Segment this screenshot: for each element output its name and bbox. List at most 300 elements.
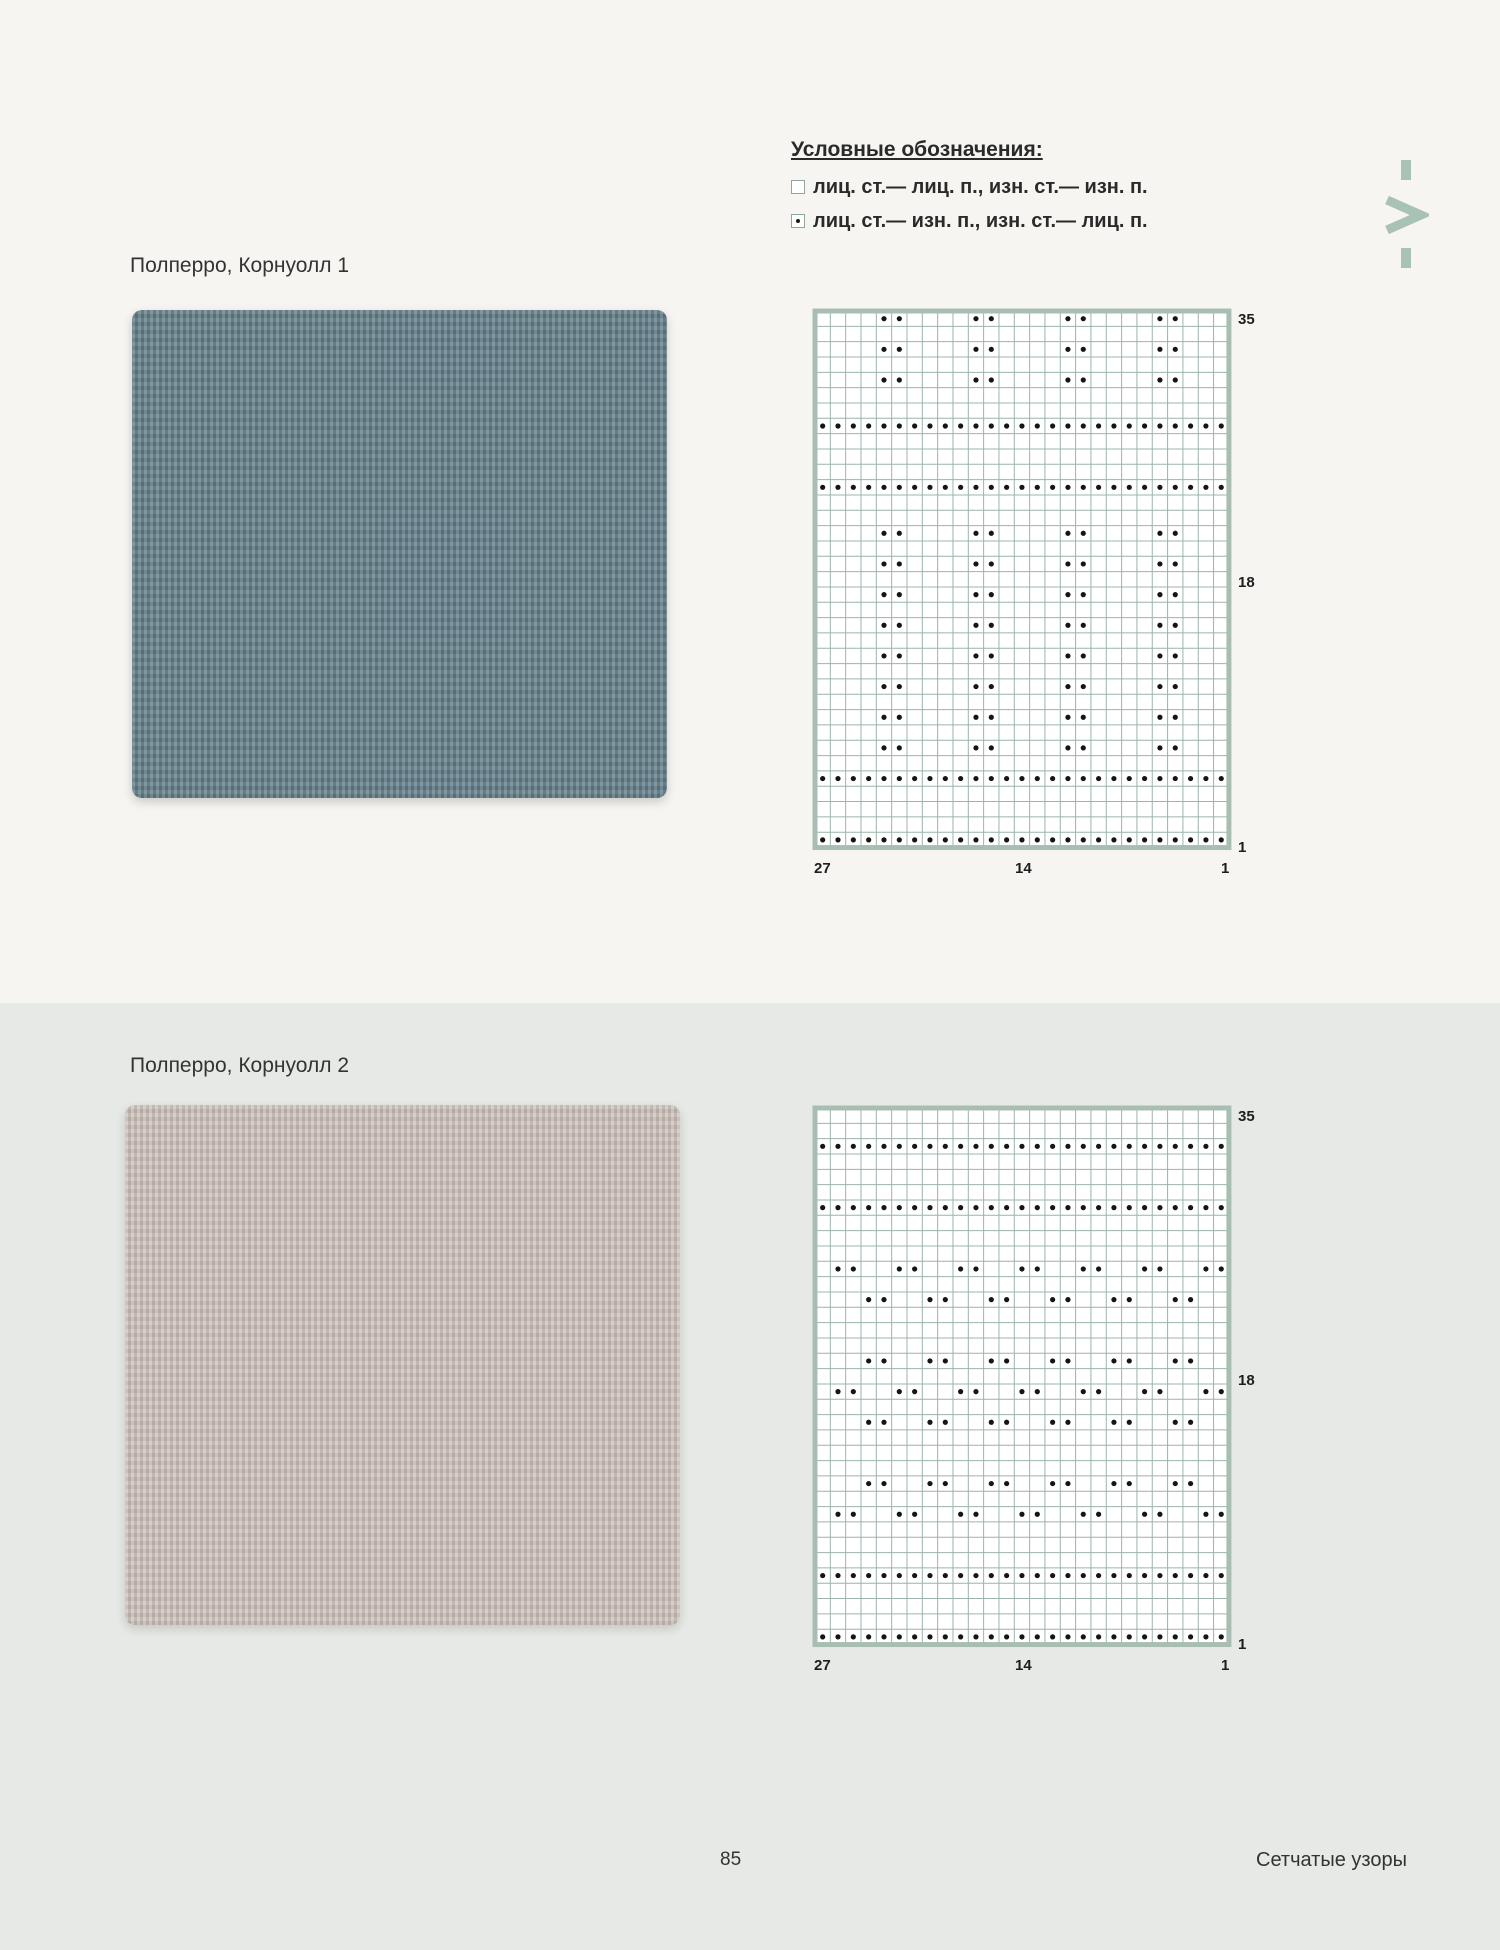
purl-stitch-dot — [989, 377, 994, 382]
purl-stitch-dot — [866, 1573, 871, 1578]
purl-stitch-dot — [820, 423, 825, 428]
purl-stitch-dot — [866, 1358, 871, 1363]
purl-stitch-dot — [973, 1266, 978, 1271]
purl-stitch-dot — [1111, 423, 1116, 428]
purl-stitch-dot — [866, 1634, 871, 1639]
purl-stitch-dot — [1065, 1297, 1070, 1302]
purl-stitch-dot — [989, 1634, 994, 1639]
purl-stitch-dot — [1019, 1389, 1024, 1394]
purl-stitch-dot — [943, 1481, 948, 1486]
purl-stitch-dot — [1173, 423, 1178, 428]
purl-stitch-dot — [866, 837, 871, 842]
purl-stitch-dot — [973, 485, 978, 490]
purl-stitch-dot — [1111, 776, 1116, 781]
purl-stitch-dot — [897, 316, 902, 321]
purl-stitch-dot — [1188, 485, 1193, 490]
purl-stitch-dot — [912, 1634, 917, 1639]
purl-stitch-dot — [973, 592, 978, 597]
purl-stitch-dot — [866, 1420, 871, 1425]
purl-stitch-dot — [851, 1266, 856, 1271]
purl-stitch-dot — [881, 837, 886, 842]
purl-stitch-dot — [1065, 1481, 1070, 1486]
purl-stitch-dot — [1157, 561, 1162, 566]
purl-stitch-dot — [1081, 1266, 1086, 1271]
purl-stitch-dot — [912, 1205, 917, 1210]
purl-stitch-dot — [973, 837, 978, 842]
purl-stitch-dot — [989, 485, 994, 490]
purl-stitch-dot — [1142, 485, 1147, 490]
purl-stitch-dot — [897, 347, 902, 352]
purl-stitch-dot — [989, 1573, 994, 1578]
purl-stitch-dot — [1065, 1573, 1070, 1578]
purl-stitch-dot — [897, 1389, 902, 1394]
purl-stitch-dot — [958, 1144, 963, 1149]
purl-stitch-dot — [897, 377, 902, 382]
purl-stitch-dot — [973, 1389, 978, 1394]
purl-stitch-dot — [989, 316, 994, 321]
purl-stitch-dot — [1096, 1512, 1101, 1517]
purl-stitch-dot — [1081, 1573, 1086, 1578]
chart-background — [815, 311, 1229, 848]
purl-stitch-dot — [927, 1420, 932, 1425]
purl-stitch-dot — [835, 423, 840, 428]
purl-stitch-dot — [989, 684, 994, 689]
purl-stitch-dot — [1219, 1266, 1224, 1271]
purl-stitch-dot — [943, 1420, 948, 1425]
purl-stitch-dot — [881, 1481, 886, 1486]
purl-stitch-dot — [1081, 377, 1086, 382]
purl-stitch-dot — [1035, 1512, 1040, 1517]
purl-stitch-dot — [897, 592, 902, 597]
purl-stitch-dot — [1157, 745, 1162, 750]
purl-stitch-dot — [881, 684, 886, 689]
purl-stitch-dot — [1111, 1481, 1116, 1486]
purl-stitch-dot — [1004, 1481, 1009, 1486]
purl-stitch-dot — [851, 837, 856, 842]
purl-stitch-dot — [866, 1205, 871, 1210]
purl-stitch-dot — [989, 1144, 994, 1149]
purl-stitch-dot — [1004, 423, 1009, 428]
purl-stitch-dot — [1142, 1144, 1147, 1149]
purl-stitch-dot — [881, 1573, 886, 1578]
purl-stitch-dot — [1173, 623, 1178, 628]
purl-stitch-dot — [1203, 1512, 1208, 1517]
purl-stitch-dot — [1173, 745, 1178, 750]
purl-stitch-dot — [927, 1573, 932, 1578]
purl-stitch-dot — [973, 377, 978, 382]
purl-stitch-dot — [820, 1205, 825, 1210]
purl-stitch-dot — [958, 1512, 963, 1517]
purl-stitch-dot — [1142, 1266, 1147, 1271]
purl-stitch-dot — [1081, 1512, 1086, 1517]
chart-background — [815, 1108, 1229, 1645]
row-label: 1 — [1238, 1636, 1247, 1653]
purl-stitch-dot — [881, 623, 886, 628]
purl-stitch-dot — [1142, 1634, 1147, 1639]
purl-stitch-dot — [881, 592, 886, 597]
purl-stitch-dot — [1157, 485, 1162, 490]
purl-stitch-dot — [1203, 423, 1208, 428]
purl-stitch-dot — [1019, 1573, 1024, 1578]
purl-stitch-dot — [1081, 347, 1086, 352]
purl-stitch-dot — [1111, 485, 1116, 490]
purl-stitch-dot — [1081, 592, 1086, 597]
purl-stitch-dot — [1081, 485, 1086, 490]
purl-stitch-dot — [881, 1634, 886, 1639]
pattern-title: Полперро, Корнуолл 1 — [130, 254, 349, 277]
purl-stitch-dot — [1065, 623, 1070, 628]
purl-stitch-dot — [1219, 1205, 1224, 1210]
purl-stitch-dot — [989, 715, 994, 720]
purl-stitch-dot — [973, 776, 978, 781]
purl-stitch-dot — [912, 1573, 917, 1578]
purl-stitch-dot — [1127, 485, 1132, 490]
purl-stitch-dot — [1219, 1573, 1224, 1578]
purl-stitch-dot — [1142, 1573, 1147, 1578]
dot-square-icon — [791, 214, 805, 228]
purl-stitch-dot — [1203, 1573, 1208, 1578]
purl-stitch-dot — [1157, 1573, 1162, 1578]
purl-stitch-dot — [1065, 1144, 1070, 1149]
purl-stitch-dot — [1127, 1297, 1132, 1302]
purl-stitch-dot — [927, 1481, 932, 1486]
purl-stitch-dot — [1157, 347, 1162, 352]
purl-stitch-dot — [912, 1144, 917, 1149]
purl-stitch-dot — [1050, 1481, 1055, 1486]
purl-stitch-dot — [1065, 684, 1070, 689]
purl-stitch-dot — [897, 1266, 902, 1271]
purl-stitch-dot — [1050, 1573, 1055, 1578]
purl-stitch-dot — [1019, 485, 1024, 490]
purl-stitch-dot — [958, 1634, 963, 1639]
purl-stitch-dot — [1019, 423, 1024, 428]
purl-stitch-dot — [1004, 1420, 1009, 1425]
purl-stitch-dot — [1065, 837, 1070, 842]
purl-stitch-dot — [1096, 837, 1101, 842]
purl-stitch-dot — [1081, 1389, 1086, 1394]
purl-stitch-dot — [1157, 531, 1162, 536]
purl-stitch-dot — [1004, 1297, 1009, 1302]
purl-stitch-dot — [897, 745, 902, 750]
purl-stitch-dot — [881, 1144, 886, 1149]
knit-swatch-photo — [125, 1105, 680, 1625]
purl-stitch-dot — [1188, 1420, 1193, 1425]
purl-stitch-dot — [1157, 377, 1162, 382]
row-label: 35 — [1238, 1108, 1255, 1125]
purl-stitch-dot — [1096, 485, 1101, 490]
row-label: 1 — [1238, 839, 1247, 856]
purl-stitch-dot — [881, 715, 886, 720]
purl-stitch-dot — [1111, 1297, 1116, 1302]
purl-stitch-dot — [1050, 423, 1055, 428]
purl-stitch-dot — [881, 1420, 886, 1425]
purl-stitch-dot — [943, 423, 948, 428]
purl-stitch-dot — [1127, 1358, 1132, 1363]
purl-stitch-dot — [1081, 684, 1086, 689]
purl-stitch-dot — [1173, 837, 1178, 842]
purl-stitch-dot — [1203, 1266, 1208, 1271]
purl-stitch-dot — [881, 1358, 886, 1363]
purl-stitch-dot — [851, 1205, 856, 1210]
purl-stitch-dot — [1203, 1205, 1208, 1210]
purl-stitch-dot — [1096, 1144, 1101, 1149]
purl-stitch-dot — [1188, 1634, 1193, 1639]
purl-stitch-dot — [1065, 776, 1070, 781]
purl-stitch-dot — [1188, 1573, 1193, 1578]
purl-stitch-dot — [1111, 837, 1116, 842]
purl-stitch-dot — [851, 776, 856, 781]
row-label: 18 — [1238, 574, 1255, 591]
purl-stitch-dot — [927, 485, 932, 490]
purl-stitch-dot — [943, 485, 948, 490]
purl-stitch-dot — [897, 715, 902, 720]
purl-stitch-dot — [912, 423, 917, 428]
knitting-chart — [812, 1105, 1232, 1653]
purl-stitch-dot — [1219, 485, 1224, 490]
purl-stitch-dot — [1050, 1205, 1055, 1210]
purl-stitch-dot — [1173, 1358, 1178, 1363]
legend-title: Условные обозначения: — [791, 138, 1043, 161]
purl-stitch-dot — [927, 423, 932, 428]
purl-stitch-dot — [820, 1634, 825, 1639]
purl-stitch-dot — [1173, 684, 1178, 689]
purl-stitch-dot — [820, 776, 825, 781]
purl-stitch-dot — [1157, 837, 1162, 842]
row-label: 18 — [1238, 1372, 1255, 1389]
purl-stitch-dot — [1019, 1266, 1024, 1271]
purl-stitch-dot — [943, 1634, 948, 1639]
purl-stitch-dot — [989, 561, 994, 566]
purl-stitch-dot — [943, 1297, 948, 1302]
purl-stitch-dot — [835, 485, 840, 490]
row-label: 35 — [1238, 311, 1255, 328]
purl-stitch-dot — [1050, 776, 1055, 781]
purl-stitch-dot — [1035, 423, 1040, 428]
purl-stitch-dot — [1065, 653, 1070, 658]
purl-stitch-dot — [989, 347, 994, 352]
purl-stitch-dot — [1173, 485, 1178, 490]
col-label: 14 — [1015, 860, 1032, 877]
purl-stitch-dot — [1127, 837, 1132, 842]
purl-stitch-dot — [866, 485, 871, 490]
purl-stitch-dot — [1065, 347, 1070, 352]
purl-stitch-dot — [820, 1144, 825, 1149]
purl-stitch-dot — [1219, 1144, 1224, 1149]
purl-stitch-dot — [835, 1573, 840, 1578]
purl-stitch-dot — [1173, 347, 1178, 352]
purl-stitch-dot — [1019, 837, 1024, 842]
purl-stitch-dot — [1096, 1634, 1101, 1639]
purl-stitch-dot — [1173, 1144, 1178, 1149]
purl-stitch-dot — [973, 1573, 978, 1578]
purl-stitch-dot — [851, 1634, 856, 1639]
purl-stitch-dot — [1173, 531, 1178, 536]
purl-stitch-dot — [927, 1358, 932, 1363]
empty-square-icon — [791, 180, 805, 194]
purl-stitch-dot — [1219, 1389, 1224, 1394]
purl-stitch-dot — [958, 423, 963, 428]
purl-stitch-dot — [1065, 745, 1070, 750]
purl-stitch-dot — [1081, 423, 1086, 428]
purl-stitch-dot — [1142, 1205, 1147, 1210]
purl-stitch-dot — [1127, 1205, 1132, 1210]
purl-stitch-dot — [835, 1144, 840, 1149]
purl-stitch-dot — [958, 1266, 963, 1271]
purl-stitch-dot — [1173, 316, 1178, 321]
purl-stitch-dot — [1081, 561, 1086, 566]
purl-stitch-dot — [1111, 1205, 1116, 1210]
purl-stitch-dot — [897, 423, 902, 428]
purl-stitch-dot — [989, 592, 994, 597]
purl-stitch-dot — [1157, 1634, 1162, 1639]
purl-stitch-dot — [866, 776, 871, 781]
purl-stitch-dot — [835, 1512, 840, 1517]
purl-stitch-dot — [881, 776, 886, 781]
purl-stitch-dot — [958, 837, 963, 842]
purl-stitch-dot — [1127, 1634, 1132, 1639]
legend-item-text: лиц. ст.— лиц. п., изн. ст.— изн. п. — [813, 175, 1148, 198]
purl-stitch-dot — [943, 1144, 948, 1149]
purl-stitch-dot — [1004, 776, 1009, 781]
purl-stitch-dot — [912, 837, 917, 842]
purl-stitch-dot — [1157, 684, 1162, 689]
page-number: 85 — [720, 1849, 742, 1870]
purl-stitch-dot — [1096, 423, 1101, 428]
purl-stitch-dot — [881, 377, 886, 382]
col-label: 14 — [1015, 1657, 1032, 1674]
purl-stitch-dot — [1096, 1266, 1101, 1271]
purl-stitch-dot — [1142, 1512, 1147, 1517]
purl-stitch-dot — [1173, 1420, 1178, 1425]
purl-stitch-dot — [897, 1205, 902, 1210]
purl-stitch-dot — [897, 1512, 902, 1517]
purl-stitch-dot — [912, 776, 917, 781]
purl-stitch-dot — [1111, 1144, 1116, 1149]
purl-stitch-dot — [1035, 1573, 1040, 1578]
purl-stitch-dot — [1004, 1634, 1009, 1639]
purl-stitch-dot — [1096, 1205, 1101, 1210]
purl-stitch-dot — [897, 1144, 902, 1149]
purl-stitch-dot — [989, 745, 994, 750]
purl-stitch-dot — [1004, 837, 1009, 842]
purl-stitch-dot — [1081, 623, 1086, 628]
purl-stitch-dot — [851, 1389, 856, 1394]
section-name: Сетчатые узоры — [1256, 1849, 1407, 1871]
purl-stitch-dot — [1065, 592, 1070, 597]
legend-item-text: лиц. ст.— изн. п., изн. ст.— лиц. п. — [813, 209, 1148, 232]
purl-stitch-dot — [1157, 1266, 1162, 1271]
purl-stitch-dot — [973, 423, 978, 428]
purl-stitch-dot — [1004, 1205, 1009, 1210]
purl-stitch-dot — [1188, 423, 1193, 428]
purl-stitch-dot — [958, 1573, 963, 1578]
purl-stitch-dot — [973, 1512, 978, 1517]
purl-stitch-dot — [1142, 837, 1147, 842]
purl-stitch-dot — [1081, 1205, 1086, 1210]
purl-stitch-dot — [989, 653, 994, 658]
purl-stitch-dot — [989, 531, 994, 536]
purl-stitch-dot — [973, 531, 978, 536]
purl-stitch-dot — [1127, 1481, 1132, 1486]
purl-stitch-dot — [973, 623, 978, 628]
purl-stitch-dot — [1081, 1144, 1086, 1149]
purl-stitch-dot — [897, 653, 902, 658]
purl-stitch-dot — [1173, 1573, 1178, 1578]
purl-stitch-dot — [973, 316, 978, 321]
purl-stitch-dot — [851, 1512, 856, 1517]
purl-stitch-dot — [1050, 1420, 1055, 1425]
purl-stitch-dot — [1173, 653, 1178, 658]
purl-stitch-dot — [881, 745, 886, 750]
purl-stitch-dot — [1219, 1634, 1224, 1639]
purl-stitch-dot — [1127, 1573, 1132, 1578]
purl-stitch-dot — [1188, 1358, 1193, 1363]
purl-stitch-dot — [973, 684, 978, 689]
purl-stitch-dot — [989, 1205, 994, 1210]
purl-stitch-dot — [881, 316, 886, 321]
pattern-title: Полперро, Корнуолл 2 — [130, 1054, 349, 1077]
purl-stitch-dot — [851, 423, 856, 428]
purl-stitch-dot — [1004, 485, 1009, 490]
purl-stitch-dot — [1081, 745, 1086, 750]
purl-stitch-dot — [897, 684, 902, 689]
purl-stitch-dot — [1157, 1205, 1162, 1210]
purl-stitch-dot — [1157, 316, 1162, 321]
purl-stitch-dot — [1050, 1144, 1055, 1149]
purl-stitch-dot — [1096, 1573, 1101, 1578]
purl-stitch-dot — [1065, 485, 1070, 490]
purl-stitch-dot — [912, 1512, 917, 1517]
col-label: 27 — [814, 860, 831, 877]
purl-stitch-dot — [1081, 531, 1086, 536]
purl-stitch-dot — [1127, 776, 1132, 781]
purl-stitch-dot — [897, 1634, 902, 1639]
purl-stitch-dot — [1050, 485, 1055, 490]
purl-stitch-dot — [835, 1389, 840, 1394]
legend — [791, 138, 1148, 238]
purl-stitch-dot — [912, 485, 917, 490]
purl-stitch-dot — [1065, 715, 1070, 720]
purl-stitch-dot — [1203, 1389, 1208, 1394]
purl-stitch-dot — [1157, 1144, 1162, 1149]
purl-stitch-dot — [958, 1389, 963, 1394]
purl-stitch-dot — [820, 485, 825, 490]
purl-stitch-dot — [1111, 1358, 1116, 1363]
purl-stitch-dot — [943, 1573, 948, 1578]
purl-stitch-dot — [1065, 377, 1070, 382]
purl-stitch-dot — [1065, 316, 1070, 321]
purl-stitch-dot — [1019, 776, 1024, 781]
purl-stitch-dot — [1050, 1634, 1055, 1639]
purl-stitch-dot — [973, 715, 978, 720]
purl-stitch-dot — [1188, 1144, 1193, 1149]
purl-stitch-dot — [820, 1573, 825, 1578]
purl-stitch-dot — [973, 745, 978, 750]
knit-swatch-photo — [132, 310, 667, 798]
purl-stitch-dot — [1035, 1634, 1040, 1639]
purl-stitch-dot — [1081, 653, 1086, 658]
purl-stitch-dot — [866, 423, 871, 428]
purl-stitch-dot — [989, 1358, 994, 1363]
purl-stitch-dot — [835, 1205, 840, 1210]
purl-stitch-dot — [1203, 1634, 1208, 1639]
legend-item-purl — [791, 204, 1148, 238]
col-label: 27 — [814, 1657, 831, 1674]
purl-stitch-dot — [1188, 837, 1193, 842]
purl-stitch-dot — [1035, 1205, 1040, 1210]
purl-stitch-dot — [1019, 1634, 1024, 1639]
purl-stitch-dot — [897, 485, 902, 490]
